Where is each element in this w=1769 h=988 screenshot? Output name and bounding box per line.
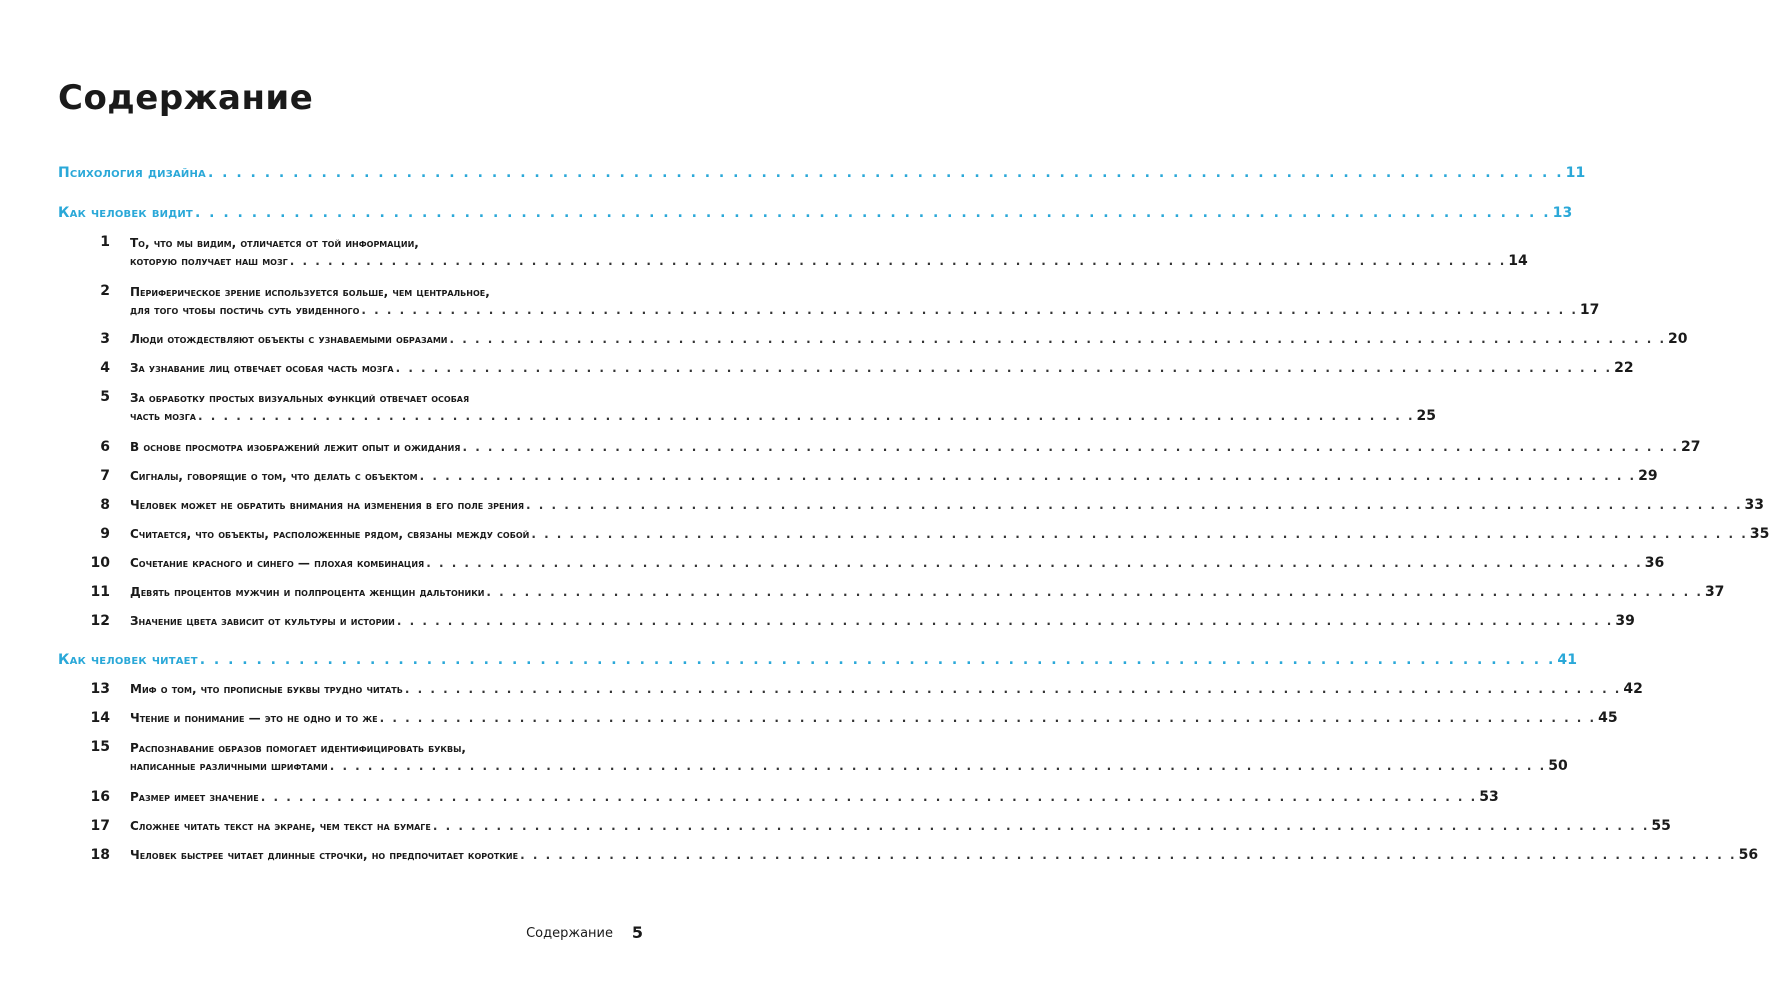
dot-leader: . . . . . . . . . . . . . . . . . . . . . . . . . . . . . . . . . . . . . . . . . . . . . . . . . . . . . . . . . . . . . . . . . . . . . . . . . . . . . . . . . . . . . . . . . . . . . . . .	[526, 498, 1743, 512]
entry-title-line1: За обработку простых визуальных функций отвечает особая	[130, 391, 470, 405]
toc-entry[interactable]	[130, 439, 1701, 455]
entry-title: За узнавание лиц отвечает особая часть мозга	[130, 361, 394, 375]
section-page: 11	[1565, 165, 1586, 181]
entry-title: Размер имеет значение	[130, 790, 259, 804]
toc-section[interactable]	[58, 652, 1578, 668]
entry-page: 17	[1579, 302, 1600, 318]
dot-leader: . . . . . . . . . . . . . . . . . . . . . . . . . . . . . . . . . . . . . . . . . . . . . . . . . . . . . . . . . . . . . . . . . . . . . . . . . . . . . . . . . . . . . . . . . . . . . . . .	[207, 165, 1564, 181]
toc-entry[interactable]	[130, 818, 1671, 834]
entry-number: 16	[90, 789, 110, 805]
entry-number: 5	[100, 389, 110, 405]
page-number: 5	[631, 923, 643, 942]
toc-entry[interactable]	[130, 253, 1528, 269]
dot-leader: . . . . . . . . . . . . . . . . . . . . . . . . . . . . . . . . . . . . . . . . . . . . . . . . . . . . . . . . . . . . . . . . . . . . . . . . . . . . . . . . . . . . . . . . . . . . . . . .	[329, 759, 1547, 773]
dot-leader: . . . . . . . . . . . . . . . . . . . . . . . . . . . . . . . . . . . . . . . . . . . . . . . . . . . . . . . . . . . . . . . . . . . . . . . . . . . . . . . . . . . . . . . . . . . . . . . .	[419, 469, 1637, 483]
toc-entry[interactable]	[130, 584, 1725, 600]
entry-title: Чтение и понимание — это не одно и то же	[130, 711, 378, 725]
toc-entry[interactable]	[130, 681, 1643, 697]
entry-title: Считается, что объекты, расположенные рядом, связаны между собой	[130, 527, 530, 541]
entry-title-line1: Периферическое зрение используется больше, чем центральное,	[130, 285, 490, 299]
dot-leader: . . . . . . . . . . . . . . . . . . . . . . . . . . . . . . . . . . . . . . . . . . . . . . . . . . . . . . . . . . . . . . . . . . . . . . . . . . . . . . . . . . . . . . . . . . . . . . . .	[379, 711, 1597, 725]
entry-page: 37	[1704, 584, 1725, 600]
toc-entry[interactable]	[130, 613, 1635, 629]
entry-number: 9	[100, 526, 110, 542]
toc-entry[interactable]	[130, 468, 1658, 484]
toc-entry[interactable]	[130, 526, 1769, 542]
entry-number: 17	[90, 818, 110, 834]
toc-entry[interactable]	[130, 497, 1765, 513]
page-title: Содержание	[58, 78, 314, 118]
dot-leader: . . . . . . . . . . . . . . . . . . . . . . . . . . . . . . . . . . . . . . . . . . . . . . . . . . . . . . . . . . . . . . . . . . . . . . . . . . . . . . . . . . . . . . . . . . . . . . . .	[198, 409, 1415, 423]
entry-number: 6	[100, 439, 110, 455]
entry-page: 56	[1738, 847, 1759, 863]
entry-page: 42	[1623, 681, 1643, 697]
dot-leader: . . . . . . . . . . . . . . . . . . . . . . . . . . . . . . . . . . . . . . . . . . . . . . . . . . . . . . . . . . . . . . . . . . . . . . . . . . . . . . . . . . . . . . . . . . . . . . . .	[426, 556, 1643, 570]
entry-page: 35	[1749, 526, 1769, 542]
entry-page: 20	[1668, 331, 1688, 347]
dot-leader: . . . . . . . . . . . . . . . . . . . . . . . . . . . . . . . . . . . . . . . . . . . . . . . . . . . . . . . . . . . . . . . . . . . . . . . . . . . . . . . . . . . . . . . . . . . . . . . .	[432, 819, 1650, 833]
toc-entry[interactable]	[130, 555, 1665, 571]
entry-page: 53	[1479, 789, 1499, 805]
dot-leader: . . . . . . . . . . . . . . . . . . . . . . . . . . . . . . . . . . . . . . . . . . . . . . . . . . . . . . . . . . . . . . . . . . . . . . . . . . . . . . . . . . . . . . . . . . . . . . . .	[520, 848, 1737, 862]
toc-section[interactable]	[58, 165, 1586, 181]
section-title: Как человек читает	[58, 652, 198, 668]
entry-title: Люди отождествляют объекты с узнаваемыми образами	[130, 332, 448, 346]
entry-number: 12	[90, 613, 110, 629]
entry-title: Значение цвета зависит от культуры и истории	[130, 614, 395, 628]
dot-leader: . . . . . . . . . . . . . . . . . . . . . . . . . . . . . . . . . . . . . . . . . . . . . . . . . . . . . . . . . . . . . . . . . . . . . . . . . . . . . . . . . . . . . . . . . . . . . . . .	[449, 332, 1667, 346]
entry-title: для того чтобы постичь суть увиденного	[130, 303, 360, 317]
dot-leader: . . . . . . . . . . . . . . . . . . . . . . . . . . . . . . . . . . . . . . . . . . . . . . . . . . . . . . . . . . . . . . . . . . . . . . . . . . . . . . . . . . . . . . . . . . . . . . . .	[404, 682, 1622, 696]
entry-page: 36	[1644, 555, 1665, 571]
dot-leader: . . . . . . . . . . . . . . . . . . . . . . . . . . . . . . . . . . . . . . . . . . . . . . . . . . . . . . . . . . . . . . . . . . . . . . . . . . . . . . . . . . . . . . . . . . . . . . . .	[486, 585, 1703, 599]
dot-leader: . . . . . . . . . . . . . . . . . . . . . . . . . . . . . . . . . . . . . . . . . . . . . . . . . . . . . . . . . . . . . . . . . . . . . . . . . . . . . . . . . . . . . . . . . . . . . . . .	[260, 790, 1478, 804]
entry-number: 10	[90, 555, 110, 571]
entry-page: 33	[1744, 497, 1765, 513]
entry-number: 2	[100, 283, 110, 299]
entry-page: 29	[1638, 468, 1658, 484]
entry-number: 11	[90, 584, 110, 600]
dot-leader: . . . . . . . . . . . . . . . . . . . . . . . . . . . . . . . . . . . . . . . . . . . . . . . . . . . . . . . . . . . . . . . . . . . . . . . . . . . . . . . . . . . . . . . . . . . . . . . .	[361, 303, 1578, 317]
entry-title: Сложнее читать текст на экране, чем текст на бумаге	[130, 819, 431, 833]
dot-leader: . . . . . . . . . . . . . . . . . . . . . . . . . . . . . . . . . . . . . . . . . . . . . . . . . . . . . . . . . . . . . . . . . . . . . . . . . . . . . . . . . . . . . . . . . . . . . . . .	[531, 527, 1748, 541]
entry-title-line1: Распознавание образов помогает идентифицировать буквы,	[130, 741, 466, 755]
entry-page: 55	[1651, 818, 1671, 834]
entry-number: 1	[100, 234, 110, 250]
toc-entry[interactable]	[130, 302, 1600, 318]
entry-number: 15	[90, 739, 110, 755]
entry-page: 50	[1548, 758, 1568, 774]
entry-title: Миф о том, что прописные буквы трудно читать	[130, 682, 403, 696]
entry-number: 3	[100, 331, 110, 347]
entry-title: В основе просмотра изображений лежит опыт и ожидания	[130, 440, 461, 454]
entry-number: 8	[100, 497, 110, 513]
entry-title: часть мозга	[130, 409, 196, 423]
footer-label: Содержание	[526, 926, 613, 941]
toc-entry[interactable]	[130, 360, 1634, 376]
dot-leader: . . . . . . . . . . . . . . . . . . . . . . . . . . . . . . . . . . . . . . . . . . . . . . . . . . . . . . . . . . . . . . . . . . . . . . . . . . . . . . . . . . . . . . . . . . . . . . . .	[396, 614, 1614, 628]
entry-title: Человек может не обратить внимания на изменения в его поле зрения	[130, 498, 525, 512]
toc-section[interactable]	[58, 205, 1573, 221]
section-page: 41	[1557, 652, 1578, 668]
entry-title: написанные различными шрифтами	[130, 759, 328, 773]
section-page: 13	[1552, 205, 1573, 221]
entry-page: 27	[1680, 439, 1701, 455]
page-footer	[0, 923, 693, 947]
entry-title: Сочетание красного и синего — плохая комбинация	[130, 556, 425, 570]
entry-title-line1: То, что мы видим, отличается от той информации,	[130, 236, 419, 250]
toc-entry[interactable]	[130, 710, 1618, 726]
entry-title: которую получает наш мозг	[130, 254, 288, 268]
dot-leader: . . . . . . . . . . . . . . . . . . . . . . . . . . . . . . . . . . . . . . . . . . . . . . . . . . . . . . . . . . . . . . . . . . . . . . . . . . . . . . . . . . . . . . . . . . . . . . . .	[395, 361, 1613, 375]
section-title: Психология дизайна	[58, 165, 206, 181]
section-title: Как человек видит	[58, 205, 193, 221]
toc-entry[interactable]	[130, 847, 1759, 863]
entry-number: 13	[90, 681, 110, 697]
entry-page: 25	[1416, 408, 1436, 424]
toc-entry[interactable]	[130, 331, 1688, 347]
toc-entry[interactable]	[130, 789, 1499, 805]
dot-leader: . . . . . . . . . . . . . . . . . . . . . . . . . . . . . . . . . . . . . . . . . . . . . . . . . . . . . . . . . . . . . . . . . . . . . . . . . . . . . . . . . . . . . . . . . . . . . . . .	[462, 440, 1679, 454]
entry-page: 14	[1508, 253, 1528, 269]
entry-number: 18	[90, 847, 110, 863]
dot-leader: . . . . . . . . . . . . . . . . . . . . . . . . . . . . . . . . . . . . . . . . . . . . . . . . . . . . . . . . . . . . . . . . . . . . . . . . . . . . . . . . . . . . . . . . . . . . . . . .	[194, 205, 1551, 221]
entry-number: 14	[90, 710, 110, 726]
toc-entry[interactable]	[130, 758, 1568, 774]
entry-title: Сигналы, говорящие о том, что делать с объектом	[130, 469, 418, 483]
entry-page: 45	[1598, 710, 1618, 726]
entry-page: 22	[1614, 360, 1634, 376]
entry-title: Девять процентов мужчин и полпроцента женщин дальтоники	[130, 585, 485, 599]
entry-page: 39	[1615, 613, 1635, 629]
entry-title: Человек быстрее читает длинные строчки, но предпочитает короткие	[130, 848, 519, 862]
entry-number: 4	[100, 360, 110, 376]
entry-number: 7	[100, 468, 110, 484]
dot-leader: . . . . . . . . . . . . . . . . . . . . . . . . . . . . . . . . . . . . . . . . . . . . . . . . . . . . . . . . . . . . . . . . . . . . . . . . . . . . . . . . . . . . . . . . . . . . . . . .	[199, 652, 1556, 668]
dot-leader: . . . . . . . . . . . . . . . . . . . . . . . . . . . . . . . . . . . . . . . . . . . . . . . . . . . . . . . . . . . . . . . . . . . . . . . . . . . . . . . . . . . . . . . . . . . . . . . .	[289, 254, 1507, 268]
toc-entry[interactable]	[130, 408, 1436, 424]
